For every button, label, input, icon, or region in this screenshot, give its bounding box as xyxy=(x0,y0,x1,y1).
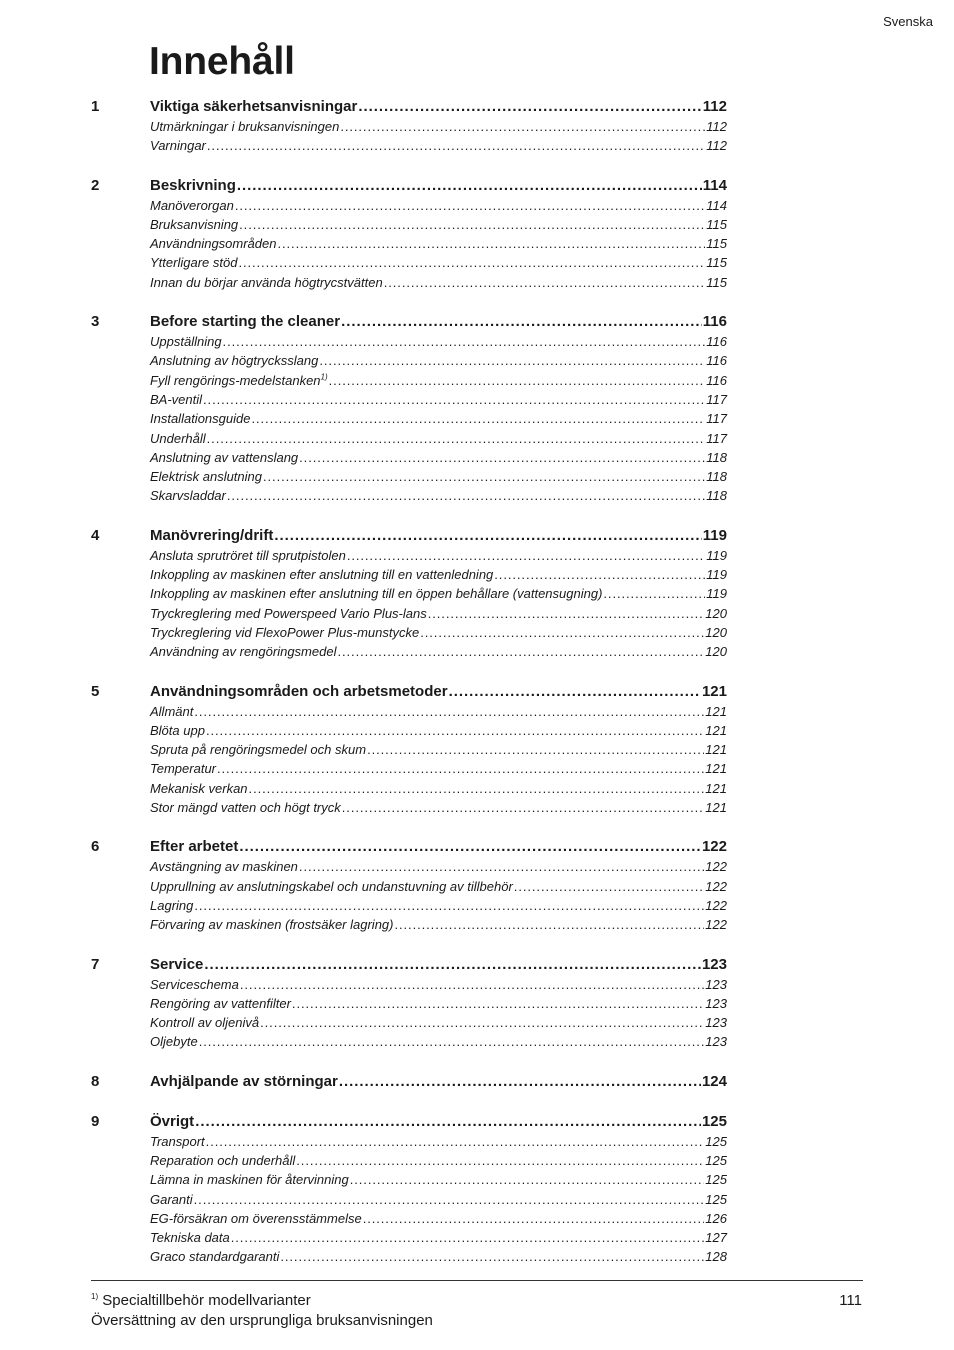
subsection-page: 114 xyxy=(706,197,727,213)
subsection-title: Anslutning av vattenslang xyxy=(150,449,299,465)
subsection-title: Skarvsladdar xyxy=(150,488,226,504)
toc-chapter-entry[interactable] xyxy=(91,313,727,334)
subsection-title: Lämna in maskinen för återvinning xyxy=(150,1172,349,1188)
subsection-title: Tekniska data xyxy=(150,1230,230,1246)
dot-leader xyxy=(223,334,706,349)
dot-leader xyxy=(194,704,704,719)
chapter-page: 114 xyxy=(702,176,727,194)
subsection-title: Manöverorgan xyxy=(150,197,234,213)
dot-leader xyxy=(240,977,704,992)
subsection-page: 120 xyxy=(705,644,727,660)
dot-leader xyxy=(217,761,704,776)
toc-subsection-entry[interactable] xyxy=(91,1034,727,1053)
subsection-page: 118 xyxy=(706,449,727,465)
toc-subsection-entry[interactable] xyxy=(91,644,727,663)
page-title: Innehåll xyxy=(149,40,295,83)
dot-leader xyxy=(231,1230,705,1245)
dot-leader xyxy=(358,98,701,115)
subsection-title: Uppställning xyxy=(150,334,222,350)
toc-chapter-entry[interactable] xyxy=(91,177,727,198)
subsection-page: 117 xyxy=(706,430,727,446)
chapter-number: 2 xyxy=(91,176,100,194)
subsection-title: Inkoppling av maskinen efter anslutning till en öppen behållare (vattensugning) xyxy=(150,586,603,602)
subsection-title: Blöta upp xyxy=(150,722,205,738)
subsection-title: EG-försäkran om överensstämmelse xyxy=(150,1210,362,1226)
subsection-page: 115 xyxy=(706,216,727,232)
toc-subsection-entry[interactable] xyxy=(91,1172,727,1191)
chapter-page: 124 xyxy=(701,1072,727,1090)
subsection-title: Underhåll xyxy=(150,430,206,446)
chapter-page: 123 xyxy=(701,955,727,973)
chapter-page: 122 xyxy=(701,838,727,856)
chapter-number: 5 xyxy=(91,682,100,700)
toc-subsection-entry[interactable] xyxy=(91,334,727,353)
dot-leader xyxy=(239,838,701,855)
toc-chapter-entry[interactable] xyxy=(91,683,727,704)
dot-leader xyxy=(337,644,704,659)
chapter-page: 112 xyxy=(702,98,727,115)
dot-leader xyxy=(449,683,701,700)
subsection-title: Serviceschema xyxy=(150,976,239,992)
subsection-title: Spruta på rengöringsmedel och skum xyxy=(150,742,367,758)
toc-subsection-entry[interactable] xyxy=(91,353,727,372)
toc-chapter-entry[interactable] xyxy=(91,527,727,548)
toc-subsection-entry[interactable] xyxy=(91,1153,727,1172)
dot-leader xyxy=(350,1172,705,1187)
chapter-page: 125 xyxy=(701,1112,727,1130)
toc-subsection-entry[interactable] xyxy=(91,469,727,488)
toc-subsection-entry[interactable] xyxy=(91,1211,727,1230)
toc-subsection-entry[interactable] xyxy=(91,996,727,1015)
dot-leader xyxy=(347,548,705,563)
subsection-title: Utmärkningar i bruksanvisningen xyxy=(150,119,340,134)
toc-subsection-entry[interactable] xyxy=(91,450,727,469)
subsection-page: 116 xyxy=(706,372,727,388)
subsection-page: 121 xyxy=(705,742,727,758)
toc-subsection-entry[interactable] xyxy=(91,275,727,294)
subsection-title: Reparation och underhåll xyxy=(150,1152,296,1168)
subsection-title: BA-ventil xyxy=(150,391,203,407)
toc-subsection-entry[interactable] xyxy=(91,625,727,644)
subsection-page: 119 xyxy=(706,547,727,563)
chapter-number: 1 xyxy=(91,98,100,115)
dot-leader xyxy=(204,956,701,973)
chapter-number: 7 xyxy=(91,955,100,973)
toc-chapter-entry[interactable] xyxy=(91,1073,727,1094)
subsection-page: 112 xyxy=(706,119,727,134)
dot-leader xyxy=(195,1113,701,1130)
dot-leader xyxy=(207,431,706,446)
subsection-page: 125 xyxy=(705,1152,727,1168)
toc-section xyxy=(91,177,727,294)
subsection-page: 121 xyxy=(705,800,727,816)
dot-leader xyxy=(342,800,705,815)
dot-leader xyxy=(206,1134,705,1149)
dot-leader xyxy=(296,1153,704,1168)
toc-section xyxy=(91,683,727,820)
subsection-page: 123 xyxy=(705,1034,727,1050)
subsection-page: 116 xyxy=(706,334,727,350)
chapter-number: 3 xyxy=(91,313,100,331)
subsection-title: Temperatur xyxy=(150,761,216,777)
subsection-page: 115 xyxy=(706,274,727,290)
subsection-page: 125 xyxy=(705,1133,727,1149)
subsection-title: Tryckreglering vid FlexoPower Plus-munstycke xyxy=(150,624,420,640)
dot-leader xyxy=(277,236,705,251)
toc-section xyxy=(91,956,727,1054)
subsection-title: Förvaring av maskinen (frostsäker lagring) xyxy=(150,917,394,933)
dot-leader xyxy=(339,1073,701,1090)
toc-subsection-entry[interactable] xyxy=(91,742,727,761)
dot-leader xyxy=(299,859,704,874)
dot-leader xyxy=(280,1249,704,1264)
subsection-title: Allmänt xyxy=(150,703,194,719)
subsection-title: Elektrisk anslutning xyxy=(150,469,262,485)
footer-divider xyxy=(91,1280,863,1281)
dot-leader xyxy=(206,723,704,738)
subsection-page: 122 xyxy=(705,859,727,875)
subsection-page: 121 xyxy=(705,703,727,719)
toc-subsection-entry[interactable] xyxy=(91,879,727,898)
toc-subsection-entry[interactable] xyxy=(91,1134,727,1153)
toc-subsection-entry[interactable] xyxy=(91,119,727,138)
subsection-page: 115 xyxy=(706,236,727,252)
table-of-contents xyxy=(91,98,727,1288)
dot-leader xyxy=(428,606,705,621)
toc-subsection-entry[interactable] xyxy=(91,217,727,236)
chapter-title: Efter arbetet xyxy=(150,838,239,856)
dot-leader xyxy=(319,353,705,368)
dot-leader xyxy=(194,1192,705,1207)
subsection-page: 117 xyxy=(706,411,727,427)
chapter-title: Beskrivning xyxy=(150,176,236,194)
subsection-title: Innan du börjar använda högtrycstvätten xyxy=(150,274,383,290)
subsection-page: 123 xyxy=(705,976,727,992)
subsection-title: Användning av rengöringsmedel xyxy=(150,644,337,660)
toc-section xyxy=(91,1113,727,1269)
dot-leader xyxy=(394,917,704,932)
chapter-number: 6 xyxy=(91,838,100,856)
subsection-title: Ytterligare stöd xyxy=(150,255,238,271)
toc-subsection-entry[interactable] xyxy=(91,236,727,255)
subsection-title: Graco standardgaranti xyxy=(150,1249,280,1265)
chapter-number: 8 xyxy=(91,1072,100,1090)
chapter-page: 116 xyxy=(702,313,727,331)
toc-subsection-entry[interactable] xyxy=(91,917,727,936)
dot-leader xyxy=(292,996,704,1011)
toc-subsection-entry[interactable] xyxy=(91,198,727,217)
toc-section xyxy=(91,838,727,936)
subsection-page: 127 xyxy=(705,1230,727,1246)
dot-leader xyxy=(227,488,705,503)
subsection-page: 120 xyxy=(705,624,727,640)
toc-section xyxy=(91,313,727,508)
dot-leader xyxy=(239,217,705,232)
footnote-text: Specialtillbehör modellvarianter xyxy=(102,1292,311,1309)
footnote-marker: 1) xyxy=(91,1292,99,1301)
toc-subsection-entry[interactable] xyxy=(91,606,727,625)
subsection-page: 118 xyxy=(706,469,727,485)
toc-chapter-entry[interactable] xyxy=(91,956,727,977)
dot-leader xyxy=(203,392,705,407)
dot-leader xyxy=(299,450,705,465)
language-label: Svenska xyxy=(883,14,933,29)
toc-section xyxy=(91,98,727,158)
chapter-title: Övrigt xyxy=(150,1112,195,1130)
toc-subsection-entry[interactable] xyxy=(91,392,727,411)
subsection-title: Oljebyte xyxy=(150,1034,198,1050)
toc-subsection-entry[interactable] xyxy=(91,977,727,996)
toc-subsection-entry[interactable] xyxy=(91,723,727,742)
subsection-page: 121 xyxy=(705,722,727,738)
toc-subsection-entry[interactable] xyxy=(91,1015,727,1034)
dot-leader xyxy=(384,275,706,290)
subsection-title: Upprullning av anslutningskabel och undanstuvning av tillbehör xyxy=(150,878,513,894)
toc-subsection-entry[interactable] xyxy=(91,898,727,917)
subsection-title: Bruksanvisning xyxy=(150,216,239,232)
subsection-title: Fyll rengörings-medelstanken$^{1)}$ xyxy=(150,372,328,388)
toc-chapter-entry[interactable] xyxy=(91,838,727,859)
subsection-title: Ansluta sprutröret till sprutpistolen xyxy=(150,547,346,563)
toc-subsection-entry[interactable] xyxy=(91,548,727,567)
subsection-page: 120 xyxy=(705,605,727,621)
chapter-page: 121 xyxy=(701,682,727,700)
toc-subsection-entry[interactable] xyxy=(91,138,727,157)
toc-subsection-entry[interactable] xyxy=(91,761,727,780)
subsection-page: 112 xyxy=(706,138,727,154)
subsection-page: 123 xyxy=(705,1015,727,1031)
dot-leader xyxy=(494,567,705,582)
dot-leader xyxy=(263,469,705,484)
dot-leader xyxy=(367,742,704,757)
subsection-title: Garanti xyxy=(150,1191,193,1207)
toc-subsection-entry[interactable] xyxy=(91,704,727,723)
dot-leader xyxy=(274,527,701,544)
toc-subsection-entry[interactable] xyxy=(91,488,727,507)
dot-leader xyxy=(363,1211,705,1226)
chapter-title: Viktiga säkerhetsanvisningar xyxy=(150,98,358,115)
toc-subsection-entry[interactable] xyxy=(91,800,727,819)
toc-subsection-entry[interactable] xyxy=(91,567,727,586)
chapter-title: Service xyxy=(150,955,204,973)
subsection-page: 121 xyxy=(705,761,727,777)
toc-subsection-entry[interactable] xyxy=(91,1192,727,1211)
subsection-title: Kontroll av oljenivå xyxy=(150,1015,260,1031)
toc-chapter-entry[interactable] xyxy=(91,1113,727,1134)
subsection-page: 126 xyxy=(705,1210,727,1226)
subsection-title: Installationsguide xyxy=(150,411,251,427)
dot-leader xyxy=(341,313,702,330)
toc-section xyxy=(91,1073,727,1094)
subsection-page: 121 xyxy=(705,780,727,796)
chapter-page: 119 xyxy=(702,526,727,544)
dot-leader xyxy=(194,898,704,913)
dot-leader xyxy=(207,138,705,153)
dot-leader xyxy=(260,1015,704,1030)
toc-subsection-entry[interactable] xyxy=(91,255,727,274)
subsection-title: Rengöring av vattenfilter xyxy=(150,995,291,1011)
subsection-page: 118 xyxy=(706,488,727,504)
subsection-title: Användningsområden xyxy=(150,236,277,252)
dot-leader xyxy=(251,411,705,426)
footnote-ref: 1) xyxy=(320,372,328,382)
subsection-page: 119 xyxy=(706,567,727,583)
toc-subsection-entry[interactable] xyxy=(91,1249,727,1268)
subsection-title: Avstängning av maskinen xyxy=(150,859,298,875)
translation-note: Översättning av den ursprungliga bruksanvisningen xyxy=(91,1312,433,1329)
subsection-title: Inkoppling av maskinen efter anslutning till en vattenledning xyxy=(150,567,494,583)
chapter-title: Användningsområden och arbetsmetoder xyxy=(150,682,448,700)
subsection-page: 115 xyxy=(706,255,727,271)
chapter-number: 4 xyxy=(91,526,100,544)
subsection-page: 117 xyxy=(706,391,727,407)
toc-subsection-entry[interactable] xyxy=(91,586,727,605)
dot-leader xyxy=(199,1034,705,1049)
toc-section xyxy=(91,527,727,664)
dot-leader xyxy=(329,373,706,388)
subsection-title: Varningar xyxy=(150,138,206,154)
subsection-title: Stor mängd vatten och högt tryck xyxy=(150,800,341,816)
subsection-page: 116 xyxy=(706,353,727,369)
dot-leader xyxy=(514,879,705,894)
subsection-page: 125 xyxy=(705,1172,727,1188)
chapter-title: Before starting the cleaner xyxy=(150,313,341,331)
dot-leader xyxy=(237,177,702,194)
subsection-title: Mekanisk verkan xyxy=(150,780,248,796)
subsection-page: 125 xyxy=(705,1191,727,1207)
chapter-title: Avhjälpande av störningar xyxy=(150,1072,338,1090)
subsection-title: Transport xyxy=(150,1133,205,1149)
subsection-page: 122 xyxy=(705,897,727,913)
dot-leader xyxy=(340,119,705,134)
toc-subsection-entry[interactable] xyxy=(91,1230,727,1249)
subsection-title: Lagring xyxy=(150,897,194,913)
dot-leader xyxy=(603,586,705,601)
subsection-page: 123 xyxy=(705,995,727,1011)
subsection-page: 122 xyxy=(705,917,727,933)
dot-leader xyxy=(249,781,705,796)
dot-leader xyxy=(235,198,705,213)
dot-leader xyxy=(238,255,705,270)
subsection-page: 119 xyxy=(706,586,727,602)
toc-subsection-entry[interactable] xyxy=(91,373,727,392)
toc-subsection-entry[interactable] xyxy=(91,859,727,878)
subsection-title: Tryckreglering med Powerspeed Vario Plus-lans xyxy=(150,605,427,621)
footnote xyxy=(91,1292,311,1309)
subsection-title: Anslutning av högtrycksslang xyxy=(150,353,319,369)
toc-subsection-entry[interactable] xyxy=(91,411,727,430)
toc-subsection-entry[interactable] xyxy=(91,781,727,800)
toc-chapter-entry[interactable] xyxy=(91,98,727,119)
chapter-title: Manövrering/drift xyxy=(150,526,274,544)
dot-leader xyxy=(420,625,704,640)
toc-subsection-entry[interactable] xyxy=(91,431,727,450)
page-number: 111 xyxy=(839,1292,862,1309)
subsection-page: 128 xyxy=(705,1249,727,1265)
chapter-number: 9 xyxy=(91,1112,100,1130)
subsection-page: 122 xyxy=(705,878,727,894)
